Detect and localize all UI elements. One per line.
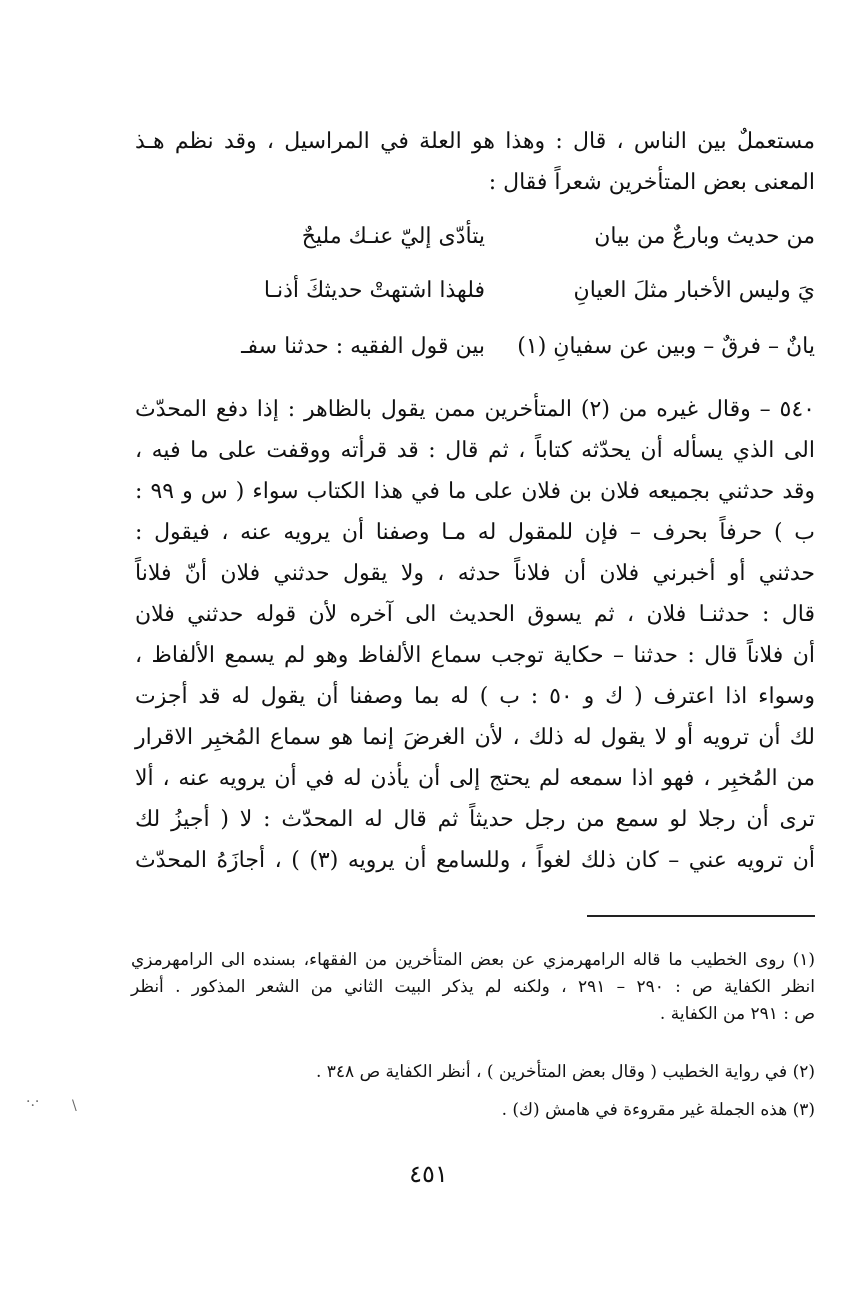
body-line: حدثني أو أخبرني فلان أن فلاناً حدثه ، ولا يقول حدثني فلان أنّ فلاناً: [135, 561, 815, 586]
footnote-separator: [587, 915, 815, 917]
page-number: ٤٥١: [409, 1160, 448, 1188]
scan-speck: ·.·: [26, 1094, 40, 1110]
body-line: المعنى بعض المتأخرين شعراً فقال :: [488, 170, 815, 195]
body-line: قال : حدثنـا فلان ، ثم يسوق الحديث الى آخره لأن قوله حدثني فلان: [135, 602, 815, 627]
body-line: ترى أن رجلا لو سمع من رجل حديثاً ثم قال له المحدّث : لا ( أجيزُ لك: [135, 807, 815, 832]
body-line: وقد حدثني بجميعه فلان بن فلان على ما في هذا الكتاب سواء ( س و ٩٩ :: [135, 479, 816, 504]
footnote-line: انظر الكفاية ص : ٢٩٠ – ٢٩١ ، ولكنه لم يذكر البيت الثاني من الشعر المذكور . أنظر: [131, 977, 815, 997]
verse-hemistich: بين قول الفقيه : حدثنا سفـ: [241, 334, 485, 359]
footnote-line: (٣) هذه الجملة غير مقروءة في هامش (ك) .: [501, 1100, 815, 1120]
body-line: وسواء اذا اعترف ( ك و ٥٠ : ب ) له بما وصفنا أن يقول له قد أجزت: [135, 684, 815, 709]
verse-hemistich: يتأدّى إليّ عنـك مليحٌ: [301, 224, 485, 249]
scan-speck: \: [72, 1098, 77, 1114]
body-line: الى الذي يسأله أن يحدّثه كتاباً ، ثم قال : قد قرأته ووقفت على ما فيه ،: [135, 438, 815, 463]
body-line: ٥٤٠ – وقال غيره من (٢) المتأخرين ممن يقول بالظاهر : إذا دفع المحدّث: [135, 397, 815, 422]
footnote-line: ص : ٢٩١ من الكفاية .: [659, 1004, 815, 1024]
footnote-line: (١) روى الخطيب ما قاله الرامهرمزي عن بعض المتأخرين من الفقهاء، بسنده الى الرامهرمزي: [131, 950, 815, 970]
verse-hemistich: يَ وليس الأخبار مثلَ العيانِ: [573, 278, 815, 303]
body-line: لك أن ترويه أو لا يقول له ذلك ، لأن الغرضَ إنما هو سماع المُخبِر الاقرار: [135, 725, 815, 750]
body-line: أن ترويه عني – كان ذلك لغواً ، وللسامع أن يرويه (٣) ) ، أجازَهُ المحدّث: [135, 848, 815, 873]
verse-hemistich: من حديث وبارعٌ من بيان: [594, 224, 815, 249]
verse-hemistich: يانٌ – فرقٌ – وبين عن سفيانِ (١): [517, 334, 815, 359]
footnote-line: (٢) في رواية الخطيب ( وقال بعض المتأخرين ) ، أنظر الكفاية ص ٣٤٨ .: [315, 1062, 815, 1082]
body-line: من المُخبِر ، فهو اذا سمعه لم يحتج إلى أن يأذن له في أن يرويه عنه ، ألا: [135, 766, 815, 791]
body-line: مستعملٌ بين الناس ، قال : وهذا هو العلة في المراسيل ، وقد نظم هـذ: [135, 129, 815, 154]
body-line: أن فلاناً قال : حدثنا – حكاية توجب سماع الألفاظ وهو لم يسمع الألفاظ ،: [135, 643, 815, 668]
verse-hemistich: فلهذا اشتهتْ حديثكَ أذنـا: [263, 278, 485, 303]
body-line: ب ) حرفاً بحرف – فإن للمقول له مـا وصفنا أن يرويه عنه ، فيقول :: [135, 520, 815, 545]
